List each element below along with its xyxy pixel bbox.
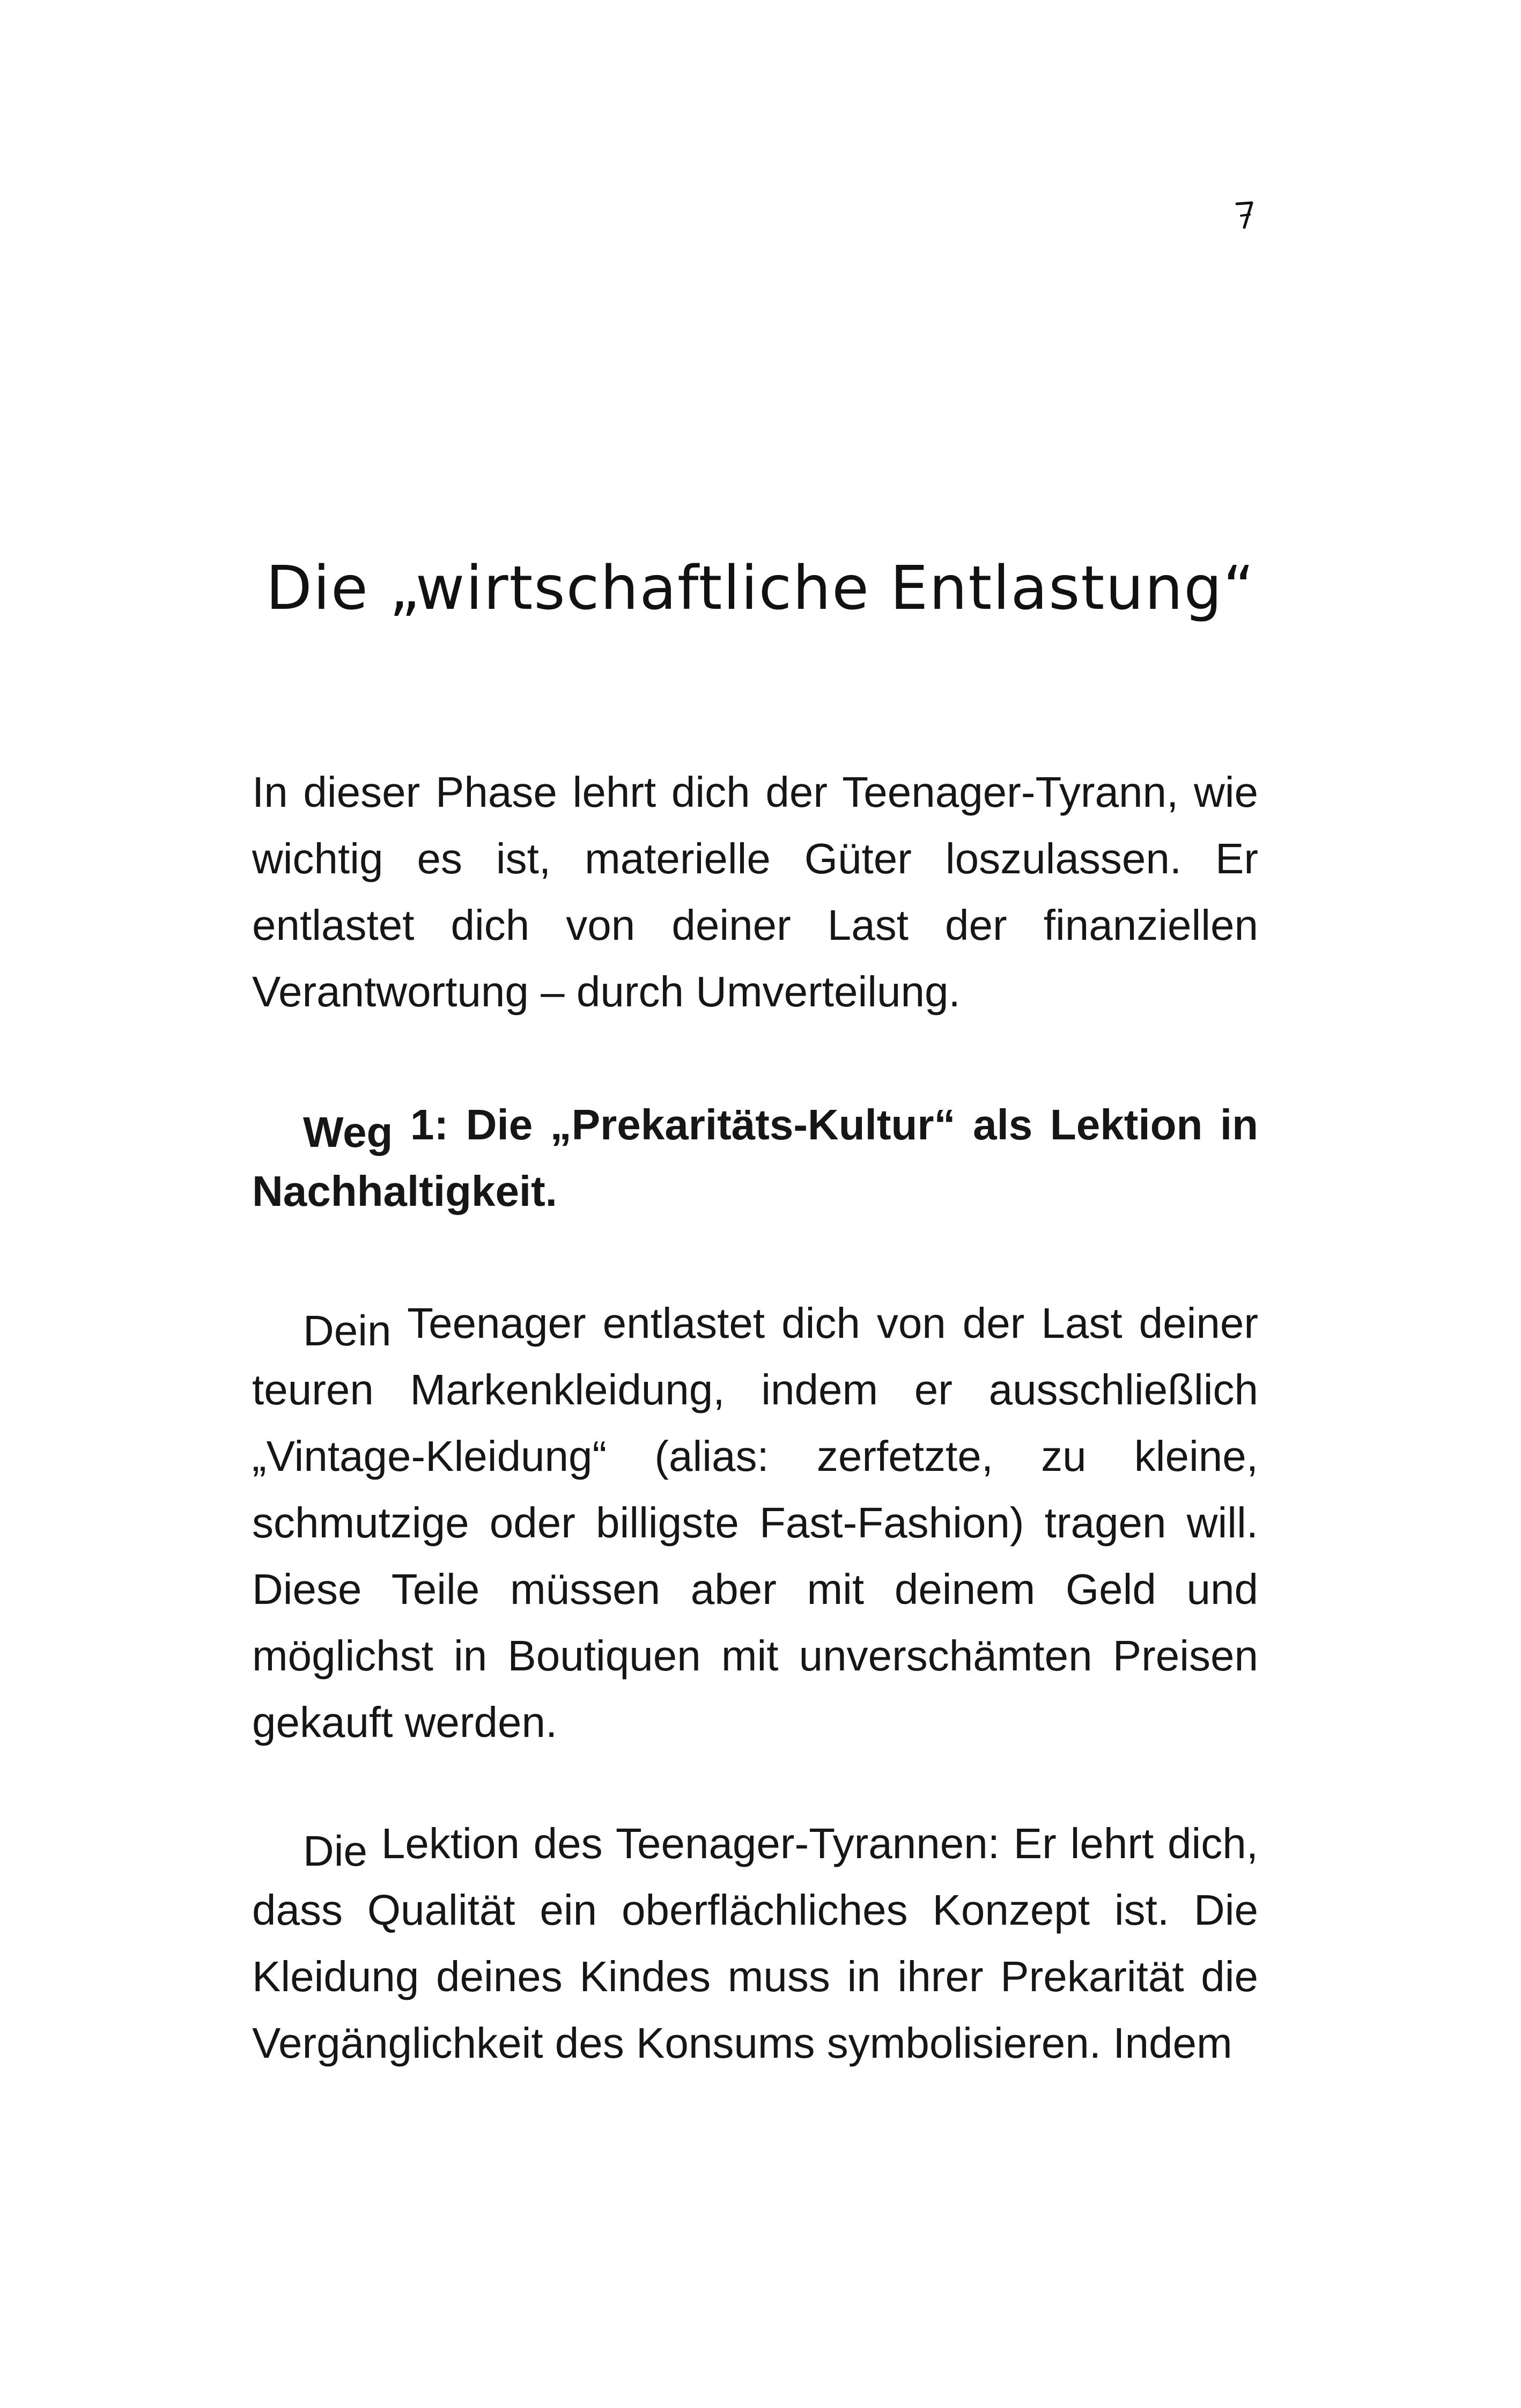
paragraph-text: Teenager entlastet dich von der Last deiner teuren Markenkleidung, indem er ausschließlich „Vintage-Kleidung“ (alias: zerfetzte, zu kleine, schmutzige oder billigste Fast-Fashion) tragen will. Diese Teile müssen aber mit deinem Geld und möglichst in Boutiquen mit unverschämten Preisen gekauft werden. [252, 1299, 1258, 1746]
body-paragraph [252, 1290, 1258, 1756]
section-heading-first-word: Weg [303, 1108, 393, 1156]
body-paragraph [252, 1810, 1258, 2076]
chapter-title: Die „wirtschaftliche Entlastung“ [265, 554, 1256, 623]
section-heading-text: 1: Die „Prekaritäts-Kultur“ als Lektion in Nachhaltigkeit. [252, 1101, 1258, 1215]
paragraph-first-word: Dein [303, 1307, 392, 1354]
page-number-glyph [1234, 198, 1255, 231]
section-heading [252, 1092, 1258, 1225]
paragraph-first-word: Die [303, 1827, 368, 1875]
intro-paragraph: In dieser Phase lehrt dich der Teenager-Tyrann, wie wichtig es ist, materielle Güter loszulassen. Er entlastet dich von deiner Last der finanziellen Verantwortung – durch Umverteilung. [252, 768, 1258, 1015]
paragraph-text: Lektion des Teenager-Tyrannen: Er lehrt dich, dass Qualität ein oberflächliches Konzept ist. Die Kleidung deines Kindes muss in ihrer Prekarität die Vergänglichkeit des Konsums symbolisieren. Indem [252, 1820, 1258, 2067]
